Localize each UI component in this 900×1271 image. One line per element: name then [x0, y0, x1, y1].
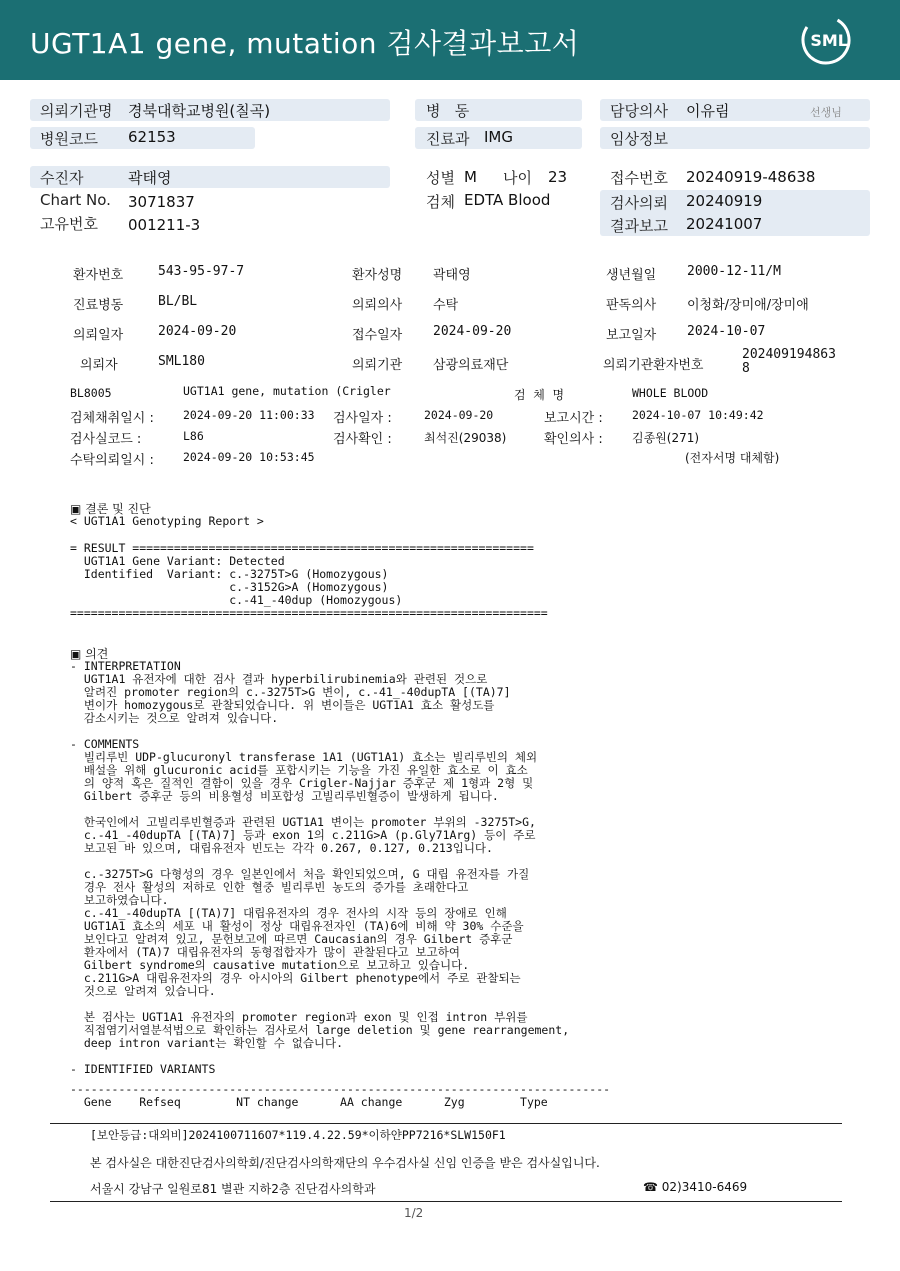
uid-label: 고유번호	[40, 215, 98, 233]
spec-value: WHOLE BLOOD	[632, 386, 709, 400]
birth-label: 생년월일	[606, 268, 657, 283]
esign-note: (전자서명 대체함)	[685, 451, 780, 465]
opinion-block: - INTERPRETATION UGT1A1 유전자에 대한 검사 결과 hyperbilirubinemia와 관련된 것으로 알려진 promoter region의 c.-3275T>G 변이, c.-41_-40dupTA [(TA)7] 변이가 homozygous로 관찰되었습니다. 위 변이들은 UGT1A1 효소 활성도를 감소시키는 것으로 알려져 있습니다. - COMMENTS 빌리루빈 UDP-glucuronyl transferase 1A1 (UGT1A1) 효소는 빌리루빈의 체외 배설을 위해 glucuronic acid를 포합시키는 기능을 가진 유일한 효소로 이 효소 의 양적 혹은 질적인 결함이 있을 경우 Crigler-Najjar 증후군 제 1형과 2형 및 Gilbert 증후군 등의 비용혈성 비포합성 고빌리루빈혈증이 발생하게 됩니다. 한국인에서 고빌리루빈혈증과 관련된 UGT1A1 변이는 promoter 부위의 -3275T>G, c.-41_-40dupTA [(TA)7] 등과 exon 1의 c.211G>A (p.Gly71Arg) 등이 주로 보고된 바 있으며, 대립유전자 빈도는 각각 0.267, 0.127, 0.213입니다. c.-3275T>G 다형성의 경우 일본인에서 처음 확인되었으며, G 대립 유전자를 가질 경우 전사 활성의 저하로 인한 혈중 빌리루빈 농도의 증가를 초래한다고 보고하였습니다. c.-41_-40dupTA [(TA)7] 대립유전자의 경우 전사의 시작 등의 장애로 인해 UGT1A1 효소의 세포 내 활성이 정상 대립유전자인 (TA)6에 비해 약 30% 수준을 보인다고 알려져 있고, 문헌보고에 따르면 Caucasian의 경우 Gilbert 증후군 환자에서 (TA)7 대립유전자의 동형접합자가 많이 관찰된다고 보고하여 Gilbert syndrome의 causative mutation으로 보고하고 있습니다. c.211G>A 대립유전자의 경우 아시아의 Gilbert phenotype에서 주로 관찰되는 것으로 알려져 있습니다. 본 검사는 UGT1A1 유전자의 promoter region과 exon 및 인접 intron 부위를 직접염기서열분석법으로 확인하는 검사로서 large deletion 및 gene rearrangement, deep intron variant는 확인할 수 없습니다. - IDENTIFIED VARIANTS	[70, 659, 570, 1076]
reqdoc-value: 수탁	[433, 298, 459, 313]
requester-value: SML180	[158, 354, 205, 369]
conclusion-heading: ▣ 결론 및 진단	[70, 502, 151, 516]
room-label: 검사실코드 :	[70, 432, 142, 447]
consign-label: 수탁의뢰일시 :	[70, 453, 154, 468]
doctor-suffix: 선생님	[810, 106, 842, 119]
reqdoc-label: 의뢰의사	[352, 298, 403, 313]
chart-label: Chart No.	[40, 191, 111, 209]
recdate-label: 접수일자	[352, 328, 403, 343]
genotyping-title: < UGT1A1 Genotyping Report >	[70, 514, 264, 528]
result-block: = RESULT ========================================================== UGT1A1 Gene Variant: Detected Identified Variant: c.-3275T>G (Homozygous) c.-3152G>A (Homozygous) c.-41_-40dup (Homozygous) =====================================================================	[70, 541, 548, 620]
room-value: L86	[183, 429, 204, 443]
opinion-heading: ▣ 의견	[70, 647, 109, 661]
footer-bottom-rule	[50, 1201, 842, 1202]
ward-detail-value: BL/BL	[158, 294, 198, 309]
patient-box	[30, 166, 390, 188]
variants-header: Gene Refseq NT change AA change Zyg Type	[70, 1095, 548, 1109]
report-title: UGT1A1 gene, mutation 검사결과보고서	[30, 27, 580, 60]
repdate-label: 보고일자	[606, 328, 657, 343]
doctor-value: 이유림	[686, 102, 730, 120]
institution-value: 경북대학교병원(칠곡)	[128, 102, 271, 120]
hospcode-label: 병원코드	[40, 130, 98, 148]
verifier-label: 확인의사 :	[544, 432, 603, 447]
sex-value: M	[464, 168, 477, 186]
repdate-value: 2024-10-07	[687, 324, 766, 339]
confirm-label: 검사확인 :	[333, 432, 392, 447]
requester-label: 의뢰자	[80, 358, 118, 373]
test-name: UGT1A1 gene, mutation (Crigler	[183, 384, 391, 398]
reqinst-label: 의뢰기관	[352, 358, 403, 373]
verifier-value: 김종원(271)	[632, 431, 700, 445]
reqdate-value: 2024-09-20	[158, 324, 237, 339]
logo-text: SML	[810, 31, 848, 50]
patient-label: 수진자	[40, 169, 84, 187]
clinical-label: 임상정보	[610, 130, 668, 148]
security-line: [보안등급:대외비]20241007116O7*119.4.22.59*이하얀PP7216*SLW150F1	[90, 1128, 506, 1142]
variants-rule: ------------------------------------------------------------------------------	[70, 1082, 611, 1096]
reqinst-value: 삼광의료재단	[433, 358, 509, 373]
report-header	[0, 0, 900, 80]
request-label: 검사의뢰	[610, 194, 668, 212]
specimen-label: 검체	[426, 193, 455, 211]
birth-value: 2000-12-11/M	[687, 264, 781, 279]
instpid-value: 202409194863 8	[742, 347, 836, 376]
ward-detail-label: 진료병동	[73, 298, 124, 313]
testdate-label: 검사일자 :	[333, 411, 392, 426]
reader-label: 판독의사	[606, 298, 657, 313]
name-label: 환자성명	[352, 268, 403, 283]
address-line: 서울시 강남구 일원로81 별관 지하2층 진단검사의학과	[90, 1182, 376, 1196]
recdate-value: 2024-09-20	[433, 324, 512, 339]
hospcode-value: 62153	[128, 128, 176, 146]
report-label: 결과보고	[610, 217, 668, 235]
testdate-value: 2024-09-20	[424, 408, 494, 422]
receipt-value: 20240919-48638	[686, 168, 816, 186]
institution-label: 의뢰기관명	[40, 102, 113, 120]
receipt-label: 접수번호	[610, 169, 668, 187]
report-value: 20241007	[686, 215, 763, 233]
reptime-label: 보고시간 :	[544, 411, 603, 426]
test-code: BL8005	[70, 386, 112, 400]
age-label: 나이	[503, 169, 532, 187]
certification-line: 본 검사실은 대한진단검사의학회/진단검사의학재단의 우수검사실 신임 인증을 받은 검사실입니다.	[90, 1156, 600, 1170]
page-number: 1/2	[404, 1206, 424, 1220]
doctor-label: 담당의사	[610, 102, 668, 120]
request-value: 20240919	[686, 192, 763, 210]
ward-label: 병 동	[426, 102, 470, 120]
reptime-value: 2024-10-07 10:49:42	[632, 408, 764, 422]
dept-label: 진료과	[426, 130, 470, 148]
uid-value: 001211-3	[128, 216, 201, 234]
collect-value: 2024-09-20 11:00:33	[183, 408, 315, 422]
confirm-value: 최석진(29038)	[424, 431, 507, 445]
collect-label: 검체채취일시 :	[70, 411, 154, 426]
specimen-value: EDTA Blood	[464, 191, 551, 209]
sex-label: 성별	[426, 169, 455, 187]
pid-label: 환자번호	[73, 268, 124, 283]
footer-top-rule	[50, 1123, 842, 1124]
pid-value: 543-95-97-7	[158, 264, 245, 279]
age-value: 23	[548, 168, 568, 186]
patient-value: 곽태영	[128, 169, 172, 187]
name-value: 곽태영	[433, 268, 471, 283]
consign-value: 2024-09-20 10:53:45	[183, 450, 315, 464]
phone-line: ☎ 02)3410-6469	[643, 1180, 748, 1194]
reader-value: 이청화/장미애/장미애	[687, 298, 809, 313]
spec-label: 검 체 명	[514, 388, 565, 402]
chart-value: 3071837	[128, 193, 195, 211]
reqdate-label: 의뢰일자	[73, 328, 124, 343]
instpid-label: 의뢰기관환자번호	[603, 358, 704, 373]
dept-value: IMG	[484, 128, 513, 146]
